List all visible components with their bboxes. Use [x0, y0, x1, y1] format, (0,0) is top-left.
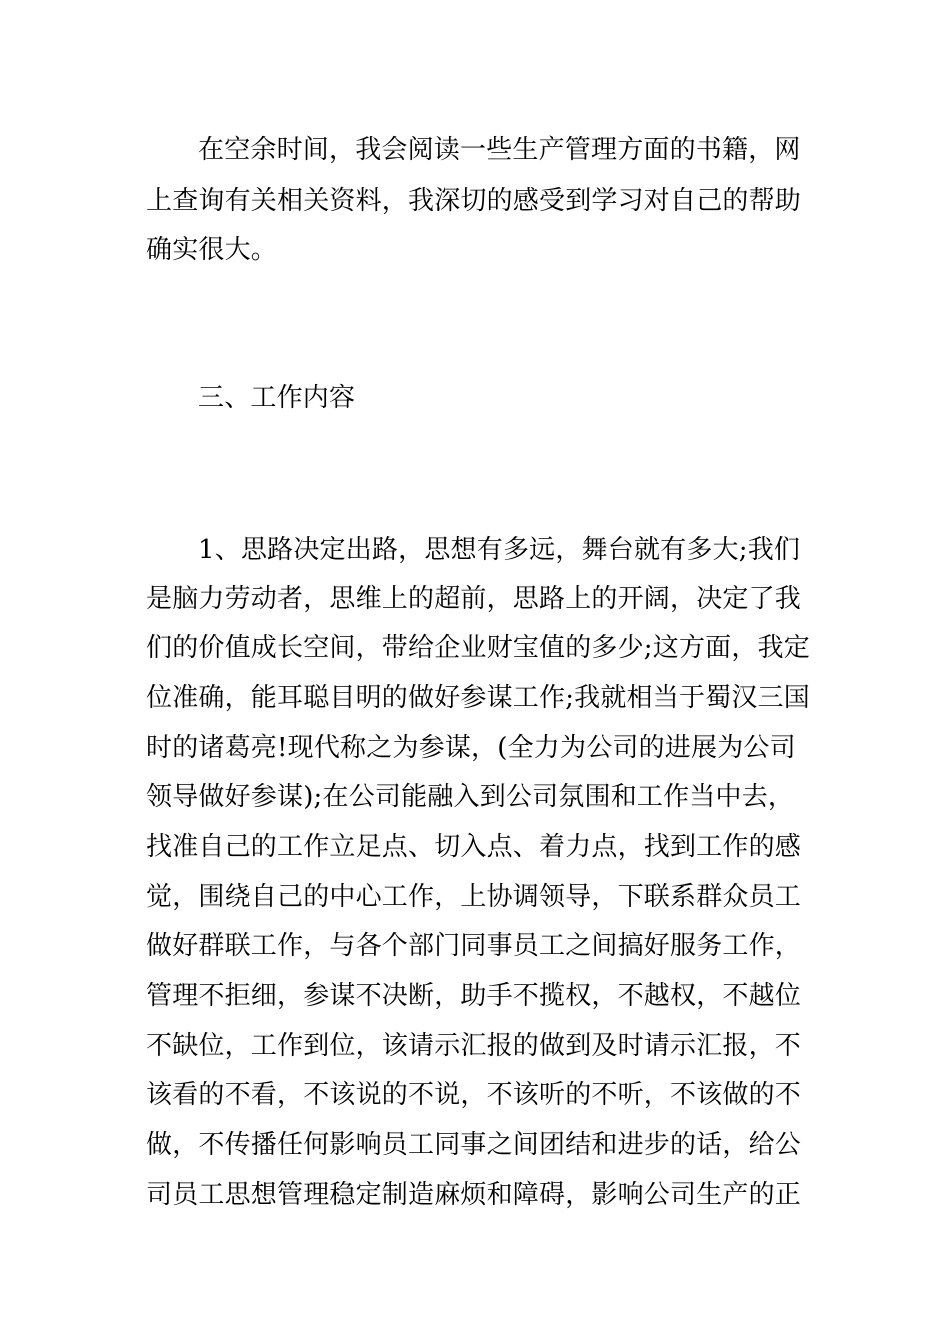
- paragraph-line: 确实很大。: [146, 235, 278, 265]
- paragraph-line: 管理不拒细，参谋不决断，助手不揽权，不越权，不越位: [146, 981, 802, 1011]
- paragraph-line: 做，不传播任何影响员工同事之间团结和进步的话，给公: [146, 1130, 802, 1160]
- paragraph-line: 位准确，能耳聪目明的做好参谋工作;我就相当于蜀汉三国: [146, 683, 810, 713]
- paragraph-line: 1、思路决定出路，思想有多远，舞台就有多大;我们: [198, 535, 801, 565]
- paragraph-line: 不缺位，工作到位，该请示汇报的做到及时请示汇报，不: [146, 1031, 802, 1061]
- paragraph-line: 觉，围绕自己的中心工作，上协调领导，下联系群众员工: [146, 882, 802, 912]
- paragraph-line: 在空余时间，我会阅读一些生产管理方面的书籍，网: [198, 135, 801, 165]
- paragraph-line: 司员工思想管理稳定制造麻烦和障碍，影响公司生产的正: [146, 1180, 802, 1210]
- paragraph-line: 上查询有关相关资料，我深切的感受到学习对自己的帮助: [146, 186, 802, 216]
- section-heading: 三、工作内容: [198, 383, 356, 413]
- paragraph-line: 时的诸葛亮!现代称之为参谋，(全力为公司的进展为公司: [146, 733, 796, 763]
- paragraph-line: 是脑力劳动者，思维上的超前，思路上的开阔，决定了我: [146, 584, 802, 614]
- paragraph-line: 们的价值成长空间，带给企业财宝值的多少;这方面，我定: [146, 633, 810, 663]
- paragraph-line: 该看的不看，不该说的不说，不该听的不听，不该做的不: [146, 1080, 802, 1110]
- paragraph-line: 找准自己的工作立足点、切入点、着力点，找到工作的感: [146, 832, 802, 862]
- paragraph-line: 做好群联工作，与各个部门同事员工之间搞好服务工作，: [146, 931, 802, 961]
- paragraph-line: 领导做好参谋);在公司能融入到公司氛围和工作当中去，: [146, 782, 795, 812]
